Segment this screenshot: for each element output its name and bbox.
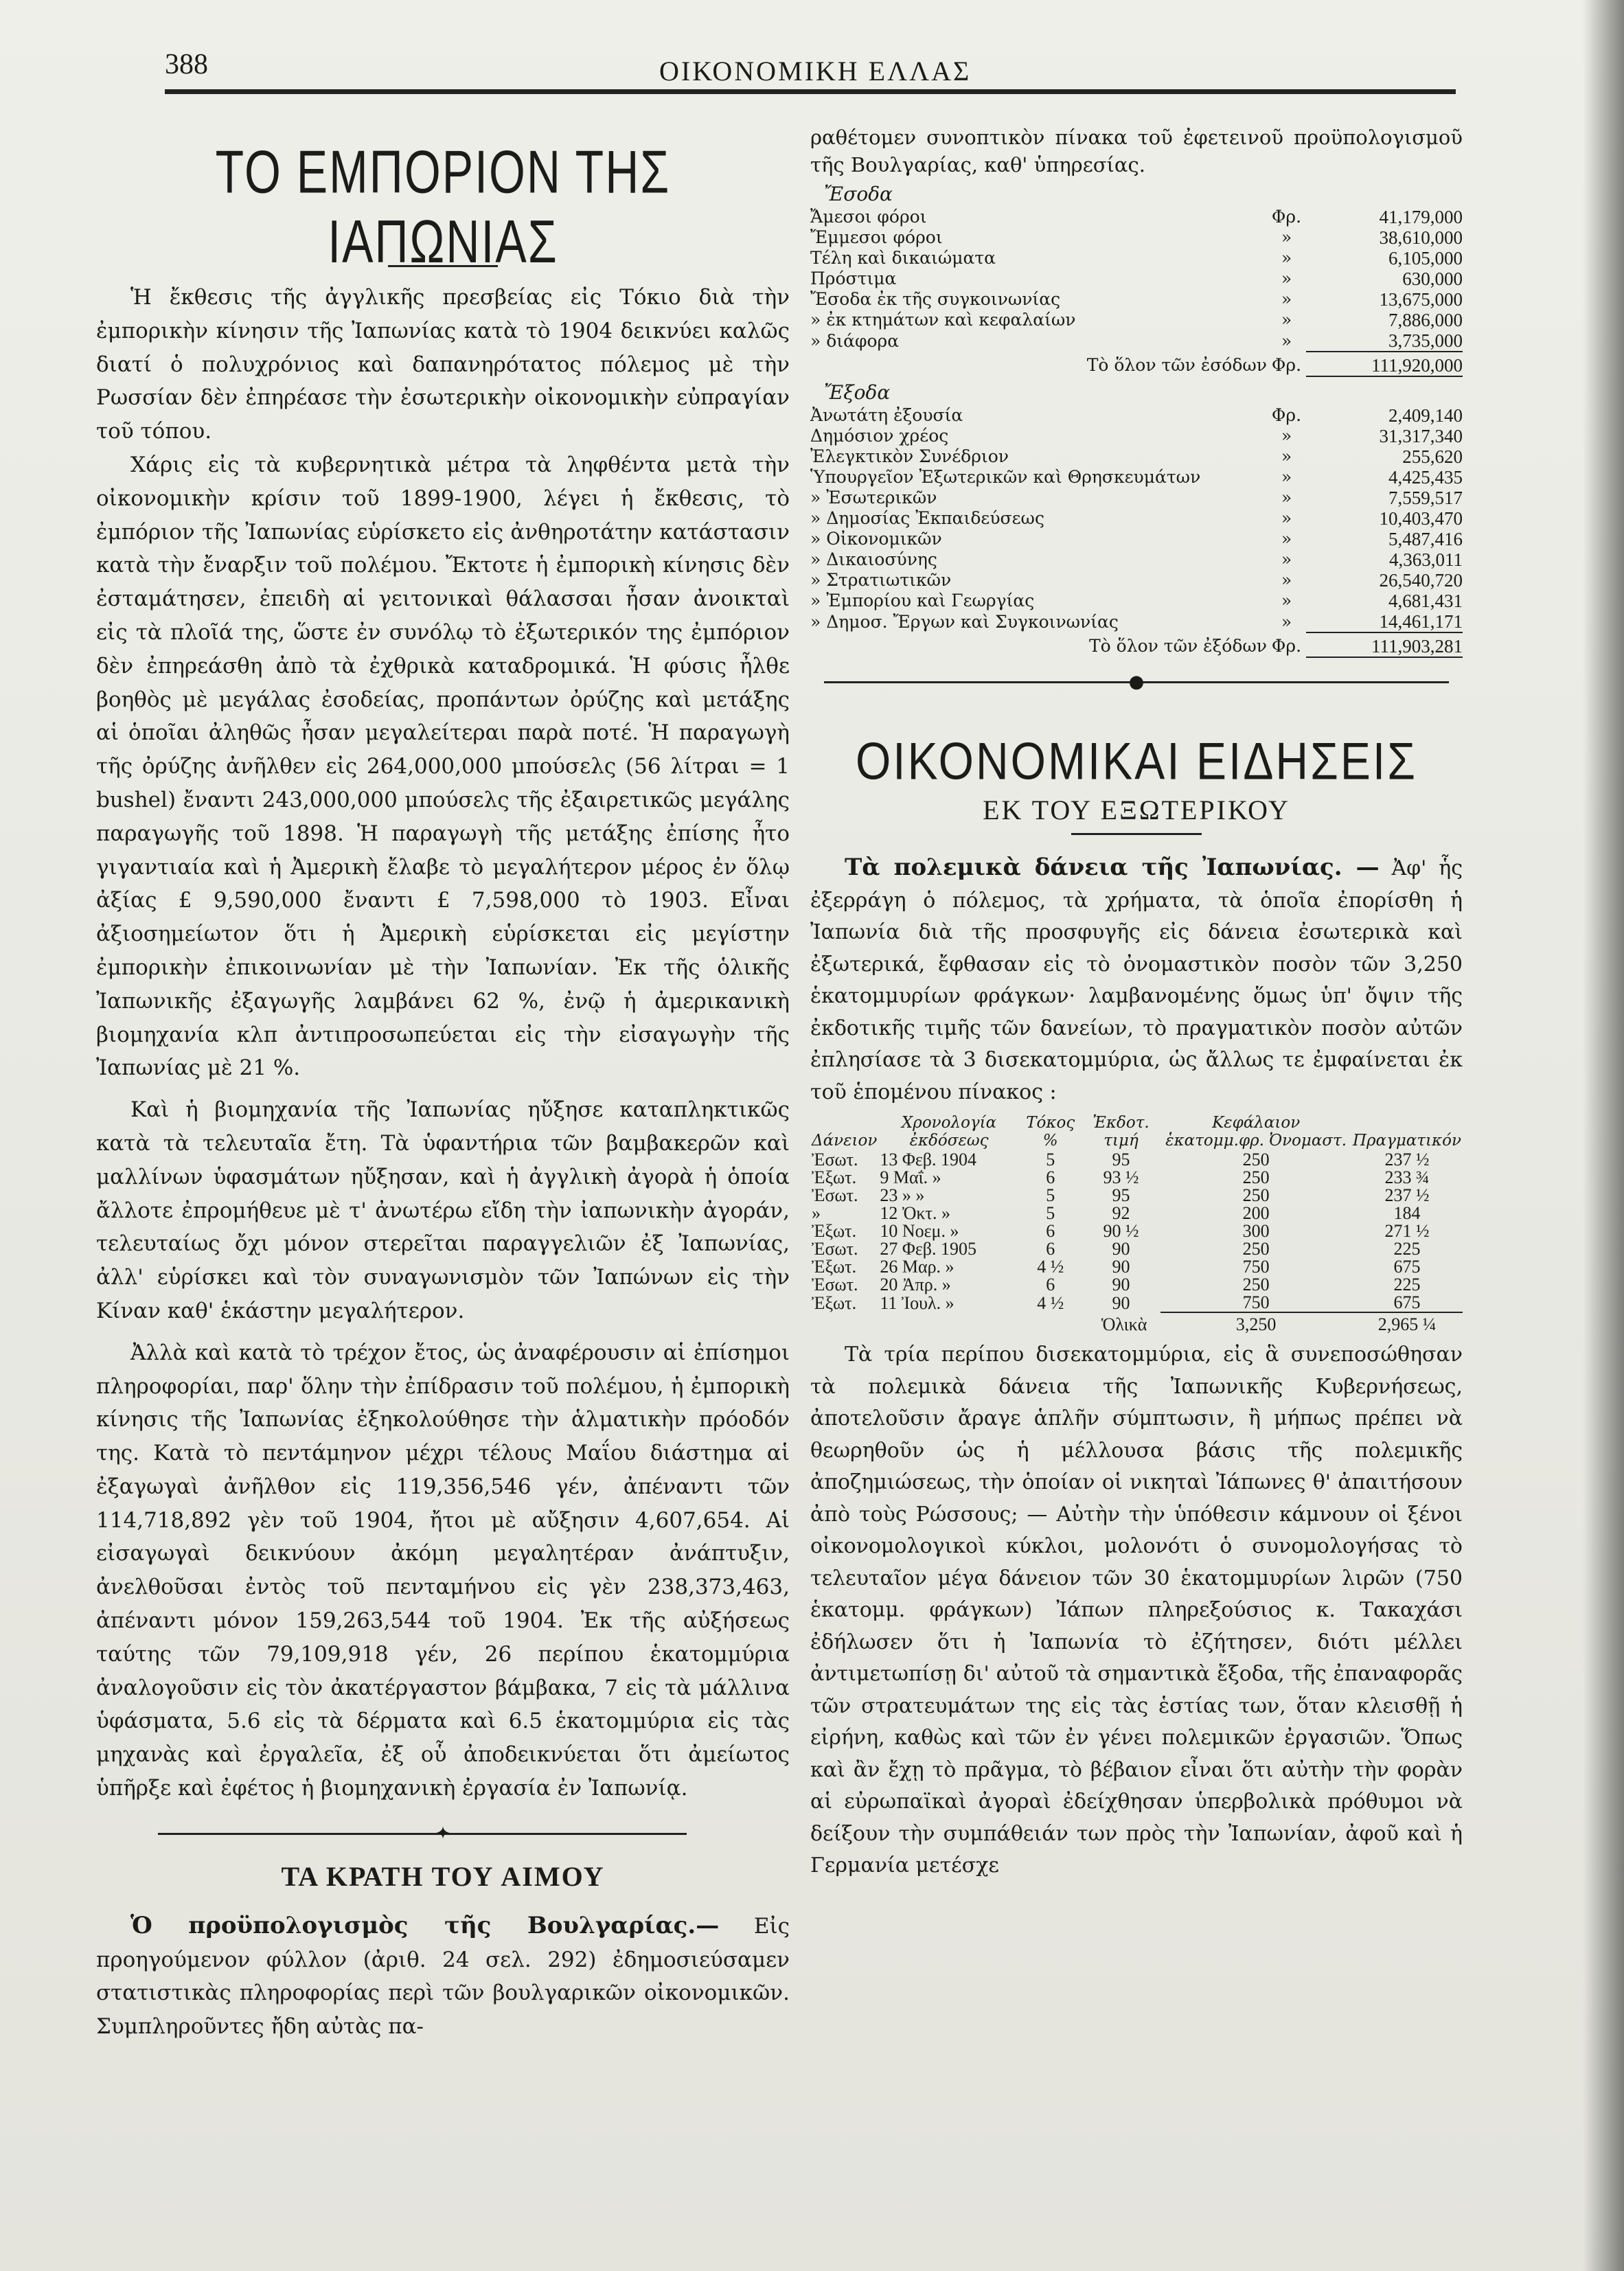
separator-ornament: ✦ bbox=[435, 1823, 450, 1844]
loan-row bbox=[810, 1240, 1463, 1258]
loan-issue-price: 95 bbox=[1112, 1185, 1130, 1205]
loans-rows bbox=[810, 1151, 1463, 1312]
loan-type: Ἐξωτ. bbox=[812, 1167, 857, 1187]
budget-currency: » bbox=[1281, 508, 1292, 528]
budget-item-label: Ἔσοδα ἐκ τῆς συγκοινωνίας bbox=[810, 289, 1061, 309]
budget-amount: 630,000 bbox=[1402, 269, 1463, 289]
budget-amount: 4,363,011 bbox=[1389, 549, 1463, 570]
subheading-text: Εἰς προηγούμενον φύλλον (ἀριθ. 24 σελ. 292) ἐδημοσιεύσαμεν στατιστικὰς πληροφορίας περὶ τῶν βουλγαρικῶν οἰκονομικῶν. Συμπληροῦντες ἤδη αὐτὰς πα- bbox=[96, 1913, 790, 2040]
news-title: ΟΙΚΟΝΟΜΙΚΑΙ ΕΙΔΗΣΕΙΣ bbox=[855, 731, 1418, 790]
loan-type: Ἐξωτ. bbox=[812, 1221, 857, 1241]
loan-interest: 6 bbox=[1046, 1275, 1055, 1294]
budget-currency: » bbox=[1281, 467, 1292, 487]
loan-issue-price: 90 bbox=[1112, 1257, 1130, 1277]
expense-table bbox=[810, 405, 1463, 658]
budget-item-label: Πρόστιμα bbox=[810, 269, 897, 288]
loan-row bbox=[810, 1205, 1463, 1222]
loan-row bbox=[810, 1151, 1463, 1169]
loan-real: 225 bbox=[1393, 1275, 1421, 1294]
loan-row bbox=[810, 1169, 1463, 1187]
loan-interest: 4 ½ bbox=[1037, 1292, 1064, 1313]
loans-total-row bbox=[810, 1312, 1463, 1334]
budget-item-label: Τέλη καὶ δικαιώματα bbox=[810, 248, 996, 268]
loan-nominal: 750 bbox=[1242, 1292, 1270, 1312]
budget-item-label: » Ἐμπορίου καὶ Γεωργίας bbox=[810, 591, 1035, 610]
budget-item-label: » Ἐσωτερικῶν bbox=[810, 488, 937, 507]
budget-currency: » bbox=[1281, 269, 1292, 288]
budget-amount: 13,675,000 bbox=[1379, 289, 1463, 310]
loan-issue-price: 90 bbox=[1112, 1275, 1130, 1294]
binding-shadow bbox=[1583, 0, 1624, 2271]
loans-total-real: 2,965 ¼ bbox=[1351, 1312, 1463, 1334]
loan-date: 27 Φεβ. 1905 bbox=[880, 1239, 976, 1259]
loan-nominal: 250 bbox=[1242, 1185, 1270, 1205]
paragraph: Καὶ ἡ βιομηχανία τῆς Ἰαπωνίας ηὔξησε καταπληκτικῶς κατὰ τὰ τελευταῖα ἔτη. Τὰ ὑφαντήρια τῶν βαμβακερῶν καὶ μαλλίνων ὑφασμάτων ηὔξησαν, καὶ ἡ ἀγγλικὴ ἀγορὰ ἡ ὁποία ἄλλοτε ἐπρομήθευε μὲ τ' ἀνωτέρω εἴδη τὴν ἰαπωνικὴν ἀγοράν, τελευταίως ὄχι μόνον στερεῖται παραγγελιῶν ἐξ Ἰαπωνίας, ἀλλ' εὑρίσκει καὶ τὸν συναγωνισμὸν τῶν Ἰαπώνων εἰς τὴν Κίναν καθ' ἑκάστην μεγαλήτερον. bbox=[96, 1097, 790, 1323]
loans-text: Ἀφ' ἧς ἐξερράγη ὁ πόλεμος, τὰ χρήματα, τὰ ὁποῖα ἐπορίσθη ἡ Ἰαπωνία διὰ τῆς προσφυγῆς εἰς δάνεια ἐσωτερικὰ καὶ ἐξωτερικά, ἔφθασαν εἰς τὸ ὀνομαστικὸν ποσὸν τῶν 3,250 ἑκατομμυρίων φράγκων· λαμβανομένης ὅμως ὑπ' ὄψιν τῆς ἐκδοτικῆς τιμῆς τῶν δανείων, τὸ πραγματικὸν ποσὸν αὐτῶν ἐπλησίασε τὰ 3 δισεκατομμύρια, ὡς ἄλλως τε ἐμφαίνεται ἐκ τοῦ ἑπομένου πίνακος : bbox=[810, 856, 1463, 1104]
expense-heading: Ἔξοδα bbox=[824, 381, 891, 404]
col-header-issue-price: Ἐκδοτ. τιμή bbox=[1093, 1114, 1150, 1150]
budget-amount: 4,425,435 bbox=[1388, 467, 1463, 488]
section-separator bbox=[810, 669, 1463, 696]
col-header-real: Πραγματικόν bbox=[1352, 1132, 1461, 1150]
budget-currency: » bbox=[1281, 529, 1292, 549]
article-title: ΤΟ ΕΜΠΟΡΙΟΝ ΤΗΣ ΙΑΠΩΝΙΑΣ bbox=[215, 138, 671, 276]
loan-real: 225 bbox=[1393, 1239, 1421, 1259]
budget-item-label: » Δημοσ. Ἔργων καὶ Συγκοινωνίας bbox=[810, 611, 1119, 632]
loan-date: 9 Μαΐ. » bbox=[880, 1167, 941, 1187]
running-head: ΟΙΚΟΝΟΜΙΚΗ ΕΛΛΑΣ bbox=[659, 56, 972, 87]
loans-total-label: Ὁλικὰ bbox=[1101, 1314, 1147, 1334]
loans-paragraph bbox=[810, 852, 1463, 1108]
budget-row bbox=[810, 446, 1463, 467]
loan-type: Ἐξωτ. bbox=[812, 1292, 857, 1313]
budget-item-label: Ἐλεγκτικὸν Συνέδριον bbox=[810, 446, 1009, 466]
budget-row bbox=[810, 529, 1463, 549]
loans-header-row bbox=[810, 1114, 1463, 1151]
budget-total-row bbox=[810, 632, 1463, 657]
budget-row bbox=[810, 207, 1463, 227]
loan-nominal: 250 bbox=[1242, 1167, 1270, 1187]
revenue-heading: Ἔσοδα bbox=[824, 183, 893, 205]
col-header-loan: Δάνειον bbox=[812, 1132, 878, 1150]
budget-intro: ραθέτομεν συνοπτικὸν πίνακα τοῦ ἐφετεινοῦ προϋπολογισμοῦ τῆς Βουλγαρίας, καθ' ὑπηρεσίας. bbox=[810, 126, 1463, 176]
budget-amount: 7,886,000 bbox=[1388, 310, 1463, 330]
left-column bbox=[96, 124, 790, 2044]
budget-currency: » bbox=[1281, 611, 1292, 632]
loan-type: Ἐσωτ. bbox=[812, 1150, 858, 1169]
budget-row bbox=[810, 426, 1463, 446]
budget-row bbox=[810, 227, 1463, 248]
budget-row bbox=[810, 591, 1463, 611]
budget-item-label: » Στρατιωτικῶν bbox=[810, 570, 952, 590]
right-column bbox=[810, 124, 1463, 1882]
loan-date: 20 Ἀπρ. » bbox=[880, 1275, 951, 1294]
loan-issue-price: 90 bbox=[1112, 1239, 1130, 1259]
loan-row bbox=[810, 1222, 1463, 1240]
loan-type: Ἐσωτ. bbox=[812, 1275, 858, 1294]
budget-item-label: » ἐκ κτημάτων καὶ κεφαλαίων bbox=[810, 310, 1076, 330]
revenue-rows bbox=[810, 207, 1463, 376]
loan-issue-price: 95 bbox=[1112, 1150, 1130, 1169]
budget-item-label: » Δικαιοσύνης bbox=[810, 549, 937, 569]
section-separator bbox=[96, 1821, 790, 1848]
loan-nominal: 300 bbox=[1242, 1221, 1270, 1241]
loan-nominal: 250 bbox=[1242, 1150, 1270, 1169]
separator-ornament: ● bbox=[1128, 672, 1145, 692]
budget-row bbox=[810, 570, 1463, 591]
paragraph: Ἀλλὰ καὶ κατὰ τὸ τρέχον ἔτος, ὡς ἀναφέρουσιν αἱ ἐπίσημοι πληροφορίαι, παρ' ὅλην τὴν ἐπίδρασιν τοῦ πολέμου, ἡ ἐμπορικὴ κίνησις τῆς Ἰαπωνίας ἐξηκολούθησε τὴν ἁλματικὴν πρόοδόν της. Κατὰ τὸ πεντάμηνον μέχρι τέλους Μαΐου διάστημα αἱ ἐξαγωγαὶ ἀνῆλθον εἰς 119,356,546 γέν, ἀπέναντι τῶν 114,718,892 γὲν τοῦ 1904, ἤτοι μὲ αὔξησιν 4,607,654. Αἱ εἰσαγωγαὶ δεικνύουν ἀκόμη μεγαλητέραν ἀνάπτυξιν, ἀνελθοῦσαι ἐντὸς τοῦ πενταμήνου εἰς γὲν 238,373,463, ἀπέναντι μόνον 159,263,544 τοῦ 1904. Ἐκ τῆς αὐξήσεως ταύτης τῶν 79,109,918 γέν, 26 περίπου ἑκατομμύρια ἀναλογοῦσιν εἰς τὸν ἀκατέργαστον βάμβακα, 7 εἰς τὰ μάλλινα ὑφάσματα, 5.6 εἰς τὰ δέρματα καὶ 6.5 ἑκατομμύρια εἰς τὰς μηχανὰς καὶ ἐργαλεῖα, ἐξ οὗ ἀποδεικνύεται ὅτι ἀμείωτος ὑπῆρξε καὶ ἐφέτος ἡ βιομηχανικὴ ἐργασία ἐν Ἰαπωνίᾳ. bbox=[96, 1340, 790, 1801]
loan-nominal: 750 bbox=[1242, 1257, 1270, 1277]
budget-row bbox=[810, 611, 1463, 632]
budget-total-label: Τὸ ὅλον τῶν ἐξόδων bbox=[1089, 636, 1267, 656]
news-subtitle: ΕΚ ΤΟΥ ΕΞΩΤΕΡΙΚΟΥ bbox=[983, 795, 1290, 825]
budget-item-label: Δημόσιον χρέος bbox=[810, 426, 949, 446]
loan-real: 271 ½ bbox=[1384, 1221, 1430, 1241]
loan-date: 10 Νοεμ. » bbox=[880, 1221, 959, 1241]
budget-currency: Φρ. bbox=[1271, 405, 1302, 425]
budget-currency: » bbox=[1281, 426, 1292, 446]
budget-currency: » bbox=[1281, 248, 1292, 268]
col-header-nominal: Κεφάλαιον ἑκατομμ.φρ. Ὀνομαστ. bbox=[1165, 1114, 1347, 1150]
loan-nominal: 200 bbox=[1242, 1203, 1270, 1223]
budget-row bbox=[810, 488, 1463, 508]
loan-row bbox=[810, 1294, 1463, 1312]
section-title: ΤΑ ΚΡΑΤΗ ΤΟΥ ΑΙΜΟΥ bbox=[281, 1860, 605, 1892]
budget-amount: 31,317,340 bbox=[1379, 426, 1463, 446]
budget-total-amount: 111,903,281 bbox=[1306, 632, 1463, 657]
loan-interest: 6 bbox=[1046, 1239, 1055, 1259]
budget-item-label: » διάφορα bbox=[810, 330, 900, 351]
budget-item-label: Ἀνωτάτη ἐξουσία bbox=[810, 405, 963, 425]
loan-nominal: 250 bbox=[1242, 1239, 1270, 1259]
budget-amount: 7,559,517 bbox=[1388, 488, 1463, 508]
budget-currency: » bbox=[1281, 330, 1292, 351]
loans-table bbox=[810, 1114, 1463, 1334]
budget-amount: 255,620 bbox=[1402, 446, 1463, 467]
loan-real: 237 ½ bbox=[1384, 1185, 1430, 1205]
loan-real: 233 ¾ bbox=[1384, 1167, 1430, 1187]
budget-currency: » bbox=[1281, 570, 1292, 590]
loan-date: 12 Ὀκτ. » bbox=[880, 1203, 950, 1223]
loan-date: 13 Φεβ. 1904 bbox=[880, 1150, 976, 1169]
page-number: 388 bbox=[165, 49, 208, 80]
loans-heading: Τὰ πολεμικὰ δάνεια τῆς Ἰαπωνίας. — bbox=[845, 854, 1380, 881]
budget-row bbox=[810, 248, 1463, 269]
subheading: Ὁ προϋπολογισμὸς τῆς Βουλγαρίας.— bbox=[130, 1911, 720, 1939]
budget-row bbox=[810, 467, 1463, 488]
budget-total-amount: 111,920,000 bbox=[1306, 352, 1463, 376]
loan-type: Ἐσωτ. bbox=[812, 1185, 858, 1205]
budget-currency: » bbox=[1281, 289, 1292, 309]
separator-line bbox=[158, 1833, 687, 1835]
budget-amount: 4,681,431 bbox=[1388, 591, 1463, 611]
loan-interest: 4 ½ bbox=[1037, 1257, 1064, 1277]
budget-amount: 10,403,470 bbox=[1379, 508, 1463, 529]
bulgaria-budget-paragraph bbox=[96, 1909, 790, 2044]
loan-issue-price: 92 bbox=[1112, 1203, 1130, 1223]
loan-issue-price: 93 ½ bbox=[1103, 1167, 1139, 1187]
budget-row bbox=[810, 549, 1463, 570]
loan-interest: 5 bbox=[1046, 1185, 1055, 1205]
revenue-table bbox=[810, 207, 1463, 377]
budget-item-label: Ἄμεσοι φόροι bbox=[810, 207, 927, 227]
loan-row bbox=[810, 1187, 1463, 1205]
col-header-interest: Τόκος % bbox=[1026, 1114, 1075, 1150]
budget-currency: » bbox=[1281, 591, 1292, 610]
loan-real: 237 ½ bbox=[1384, 1150, 1430, 1169]
budget-amount: 38,610,000 bbox=[1379, 227, 1463, 248]
budget-amount: 2,409,140 bbox=[1388, 405, 1463, 426]
budget-total-currency: Φρ. bbox=[1271, 636, 1302, 656]
budget-total-currency: Φρ. bbox=[1271, 355, 1302, 375]
loan-real: 184 bbox=[1393, 1203, 1421, 1223]
budget-total-row bbox=[810, 352, 1463, 376]
loan-nominal: 250 bbox=[1242, 1275, 1270, 1294]
budget-currency: » bbox=[1281, 488, 1292, 507]
loans-total-nominal: 3,250 bbox=[1160, 1312, 1351, 1334]
loan-row bbox=[810, 1276, 1463, 1294]
closing-paragraph: Τὰ τρία περίπου δισεκατομμύρια, εἰς ἃ συνεποσώθησαν τὰ πολεμικὰ δάνεια τῆς Ἰαπωνικῆς Κυβερνήσεως, ἀποτελοῦσιν ἄραγε ἁπλῆν σύμπτωσιν, ἢ μήπως πρέπει νὰ θεωρηθοῦν ὡς ἡ μέλλουσα βάσις τῆς πολεμικῆς ἀποζημιώσεως, τὴν ὁποίαν οἱ νικηταὶ Ἰάπωνες θ' ἀπαιτήσουν ἀπὸ τοὺς Ρώσσους; — Αὐτὴν τὴν ὑπόθεσιν κάμνουν οἱ ξένοι οἰκονομολογικοὶ κύκλοι, μολονότι ὁ συνομολογήσας τὸ τελευταῖον μέγα δάνειον τῶν 30 ἑκατομμυρίων λιρῶν (750 ἑκατομμ. φράγκων) Ἰάπων πληρεξούσιος κ. Τακαχάσι ἐδήλωσεν ὅτι ἡ Ἰαπωνία τὸ ἐζήτησεν, διότι μέλλει ἀντιμετωπίσῃ δι' αὐτοῦ τὰ σημαντικὰ ἔξοδα, τῆς ἐπαναφορᾶς τῶν στρατευμάτων της εἰς τὰς ἑστίας των, ὅταν κλεισθῇ ἡ εἰρήνη, καθὼς καὶ τῶν ἐν γένει πολεμικῶν ἐργασιῶν. Ὅπως καὶ ἂν ἔχῃ τὸ πρᾶγμα, τὸ βέβαιον εἶναι ὅτι αὐτὴν τὴν φορὰν αἱ εὐρωπαϊκαὶ ἀγοραὶ ἐδείχθησαν ὑπερβολικὰ πρόθυμοι νὰ δείξουν τὴν συμπάθειάν των πρὸς τὴν Ἰαπωνίαν, ἀφοῦ καὶ ἡ Γερμανία μετέσχε bbox=[810, 1343, 1463, 1878]
budget-currency: » bbox=[1281, 549, 1292, 569]
budget-currency: » bbox=[1281, 227, 1292, 247]
loan-issue-price: 90 bbox=[1112, 1292, 1130, 1313]
budget-currency: » bbox=[1281, 310, 1292, 330]
budget-row bbox=[810, 405, 1463, 426]
budget-currency: Φρ. bbox=[1271, 207, 1302, 227]
budget-item-label: » Οἰκονομικῶν bbox=[810, 529, 942, 549]
loan-row bbox=[810, 1258, 1463, 1276]
budget-row bbox=[810, 289, 1463, 310]
col-header-date: Χρονολογία ἐκδόσεως bbox=[901, 1114, 997, 1150]
budget-currency: » bbox=[1281, 446, 1292, 466]
budget-total-label: Τὸ ὅλον τῶν ἐσόδων bbox=[1086, 355, 1267, 375]
news-rule bbox=[1071, 833, 1202, 835]
loan-real: 675 bbox=[1393, 1292, 1421, 1312]
budget-amount: 26,540,720 bbox=[1379, 570, 1463, 591]
loan-interest: 6 bbox=[1046, 1221, 1055, 1241]
loan-type: Ἐξωτ. bbox=[812, 1257, 857, 1277]
budget-item-label: Ἔμμεσοι φόροι bbox=[810, 227, 943, 247]
paragraph: Ἡ ἔκθεσις τῆς ἀγγλικῆς πρεσβείας εἰς Τόκιο διὰ τὴν ἐμπορικὴν κίνησιν τῆς Ἰαπωνίας κατὰ τὸ 1904 δεικνύει καλῶς διατί ὁ πολυχρόνιος καὶ δαπανηρότατος πόλεμος μὲ τὴν Ρωσσίαν δὲν ἐπηρέασε τὴν ἐσωτερικὴν οἰκονομικὴν εὐπραγίαν τοῦ τόπου. bbox=[96, 285, 790, 444]
budget-row bbox=[810, 508, 1463, 529]
budget-amount: 5,487,416 bbox=[1388, 529, 1463, 549]
budget-item-label: » Δημοσίας Ἐκπαιδεύσεως bbox=[810, 508, 1044, 528]
budget-amount: 6,105,000 bbox=[1388, 248, 1463, 269]
loan-real: 675 bbox=[1393, 1257, 1421, 1277]
loan-date: 23 » » bbox=[880, 1185, 925, 1205]
expense-rows bbox=[810, 405, 1463, 657]
loan-date: 11 Ἰουλ. » bbox=[880, 1292, 954, 1313]
budget-row bbox=[810, 330, 1463, 352]
loan-issue-price: 90 ½ bbox=[1103, 1221, 1139, 1241]
paragraph: Χάρις εἰς τὰ κυβερνητικὰ μέτρα τὰ ληφθέντα μετὰ τὴν οἰκονομικὴν κρίσιν τοῦ 1899-1900, λέγει ἡ ἔκθεσις, τὸ ἐμπόριον τῆς Ἰαπωνίας εὑρίσκετο εἰς ἀνθηροτάτην κατάστασιν κατὰ τὴν ἔναρξιν τοῦ πολέμου. Ἔκτοτε ἡ ἐμπορικὴ κίνησις δὲν ἐσταμάτησεν, ἐπειδὴ αἱ γειτονικαὶ θάλασσαι ἦσαν ἀνοικταὶ εἰς τὰ πλοῖά της, ὥστε ἐν συνόλῳ τὸ ἐξωτερικόν της ἐμπόριον δὲν ἐπηρεάσθη ἀπὸ τὰ ἐχθρικὰ καταδρομικά. Ἡ φύσις ἦλθε βοηθὸς μὲ μεγάλας ἐσοδείας, προπάντων ὀρύζης καὶ μετάξης αἱ ὁποῖαι ἀληθῶς ἦσαν μεγαλείτεραι παρὰ ποτέ. Ἡ παραγωγὴ τῆς ὀρύζης ἀνῆλθεν εἰς 264,000,000 μπούσελς (56 λίτραι = 1 bushel) ἔναντι 243,000,000 μπούσελς τῆς ἐξαιρετικῶς μεγάλης παραγωγῆς τοῦ 1898. Ἡ παραγωγὴ τῆς μετάξης ἐπίσης ἦτο γιγαντιαία καὶ ἡ Ἀμερικὴ ἔλαβε τὸ μεγαλήτερον μέρος ἐν ὅλῳ ἀξίας £ 9,590,000 ἔναντι £ 7,598,000 τὸ 1903. Εἶναι ἀξιοσημείωτον ὅτι ἡ Ἀμερικὴ εὑρίσκεται εἰς μεγίστην ἐμπορικὴν ἐπικοινωνίαν μὲ τὴν Ἰαπωνίαν. Ἐκ τῆς ὁλικῆς Ἰαπωνικῆς ἐξαγωγῆς λαμβάνει 62 %, ἐνῷ ἡ ἀμερικανικὴ βιομηχανία κλπ ἀντιπροσωπεύεται εἰς τὴν εἰσαγωγὴν τῆς Ἰαπωνίας μὲ 21 %. bbox=[96, 452, 790, 1081]
loan-interest: 6 bbox=[1046, 1167, 1055, 1187]
budget-item-label: Ὑπουργεῖον Ἐξωτερικῶν καὶ Θρησκευμάτων bbox=[810, 467, 1201, 487]
budget-row bbox=[810, 310, 1463, 330]
loan-interest: 5 bbox=[1046, 1203, 1055, 1223]
loan-type: Ἐσωτ. bbox=[812, 1239, 858, 1259]
header-rule bbox=[165, 89, 1456, 94]
budget-amount: 14,461,171 bbox=[1379, 611, 1463, 632]
loan-type: » bbox=[812, 1203, 821, 1223]
loan-date: 26 Μαρ. » bbox=[880, 1257, 954, 1277]
loan-interest: 5 bbox=[1046, 1150, 1055, 1169]
budget-amount: 41,179,000 bbox=[1379, 207, 1463, 227]
budget-row bbox=[810, 269, 1463, 289]
budget-amount: 3,735,000 bbox=[1388, 330, 1463, 351]
